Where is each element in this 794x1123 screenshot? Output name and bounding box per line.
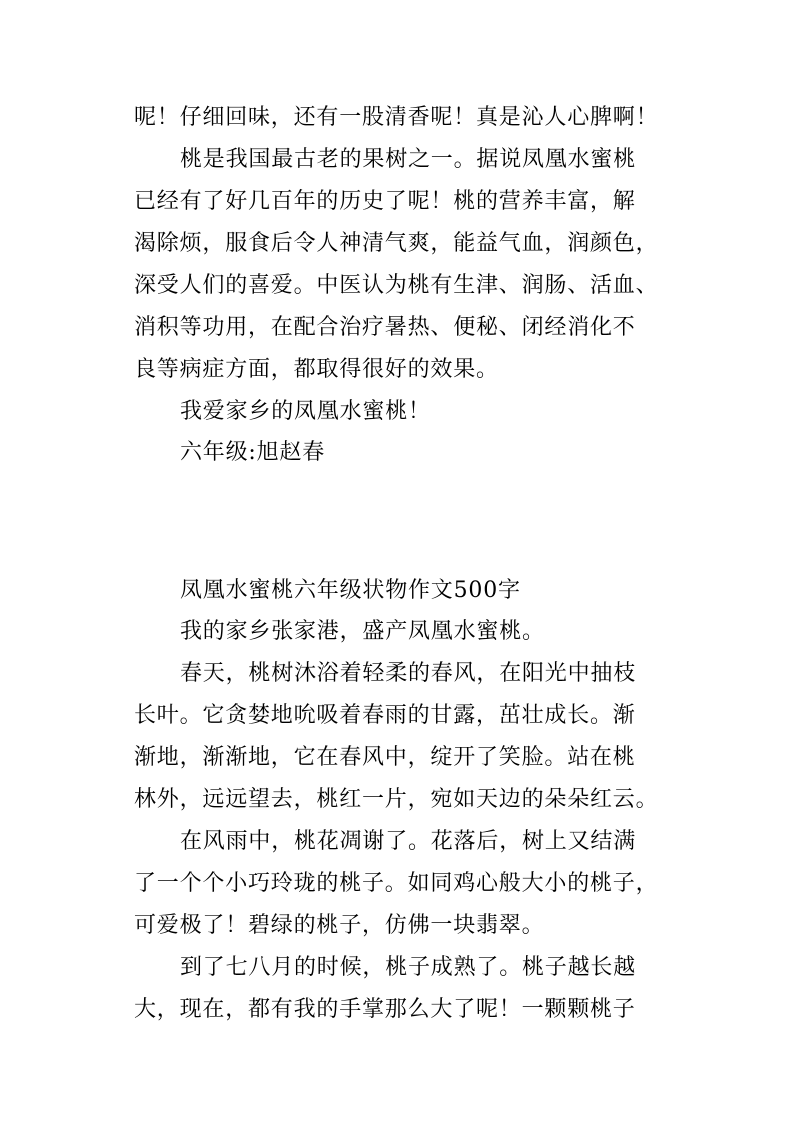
author-line: 六年级:旭赵春: [180, 440, 326, 465]
paragraph-line: 我的家乡张家港，盛产凤凰水蜜桃。: [180, 619, 545, 644]
paragraph-line: 深受人们的喜爱。中医认为桃有生津、润肠、活血、: [134, 273, 659, 298]
paragraph-line: 渐地，渐渐地，它在春风中，绽开了笑脸。站在桃: [134, 745, 636, 770]
paragraph-line: 到了七八月的时候，桃子成熟了。桃子越长越: [180, 955, 637, 980]
paragraph-line: 在风雨中，桃花凋谢了。花落后，树上又结满: [180, 829, 637, 854]
paragraph-line: 桃是我国最古老的果树之一。据说凤凰水蜜桃: [180, 147, 637, 172]
paragraph-line: 长叶。它贪婪地吮吸着春雨的甘露，茁壮成长。渐: [134, 703, 636, 728]
article-title: 凤凰水蜜桃六年级状物作文500字: [180, 578, 521, 603]
paragraph-line: 已经有了好几百年的历史了呢！桃的营养丰富，解: [134, 189, 636, 214]
paragraph-line: 良等病症方面，都取得很好的效果。: [134, 357, 499, 382]
paragraph-line: 可爱极了！碧绿的桃子，仿佛一块翡翠。: [134, 913, 545, 938]
paragraph-line: 消积等功用，在配合治疗暑热、便秘、闭经消化不: [134, 315, 636, 340]
paragraph-line: 大，现在，都有我的手掌那么大了呢！一颗颗桃子: [134, 997, 636, 1022]
paragraph-line: 林外，远远望去，桃红一片，宛如天边的朵朵红云。: [134, 787, 659, 812]
paragraph-line: 春天，桃树沐浴着轻柔的春风，在阳光中抽枝: [180, 661, 637, 686]
paragraph-line: 了一个个小巧玲珑的桃子。如同鸡心般大小的桃子，: [134, 871, 659, 896]
paragraph-line: 渴除烦，服食后令人神清气爽，能益气血，润颜色，: [134, 231, 659, 256]
paragraph-line: 我爱家乡的凤凰水蜜桃！: [180, 399, 431, 424]
paragraph-line: 呢！仔细回味，还有一股清香呢！真是沁人心脾啊！: [134, 105, 659, 130]
